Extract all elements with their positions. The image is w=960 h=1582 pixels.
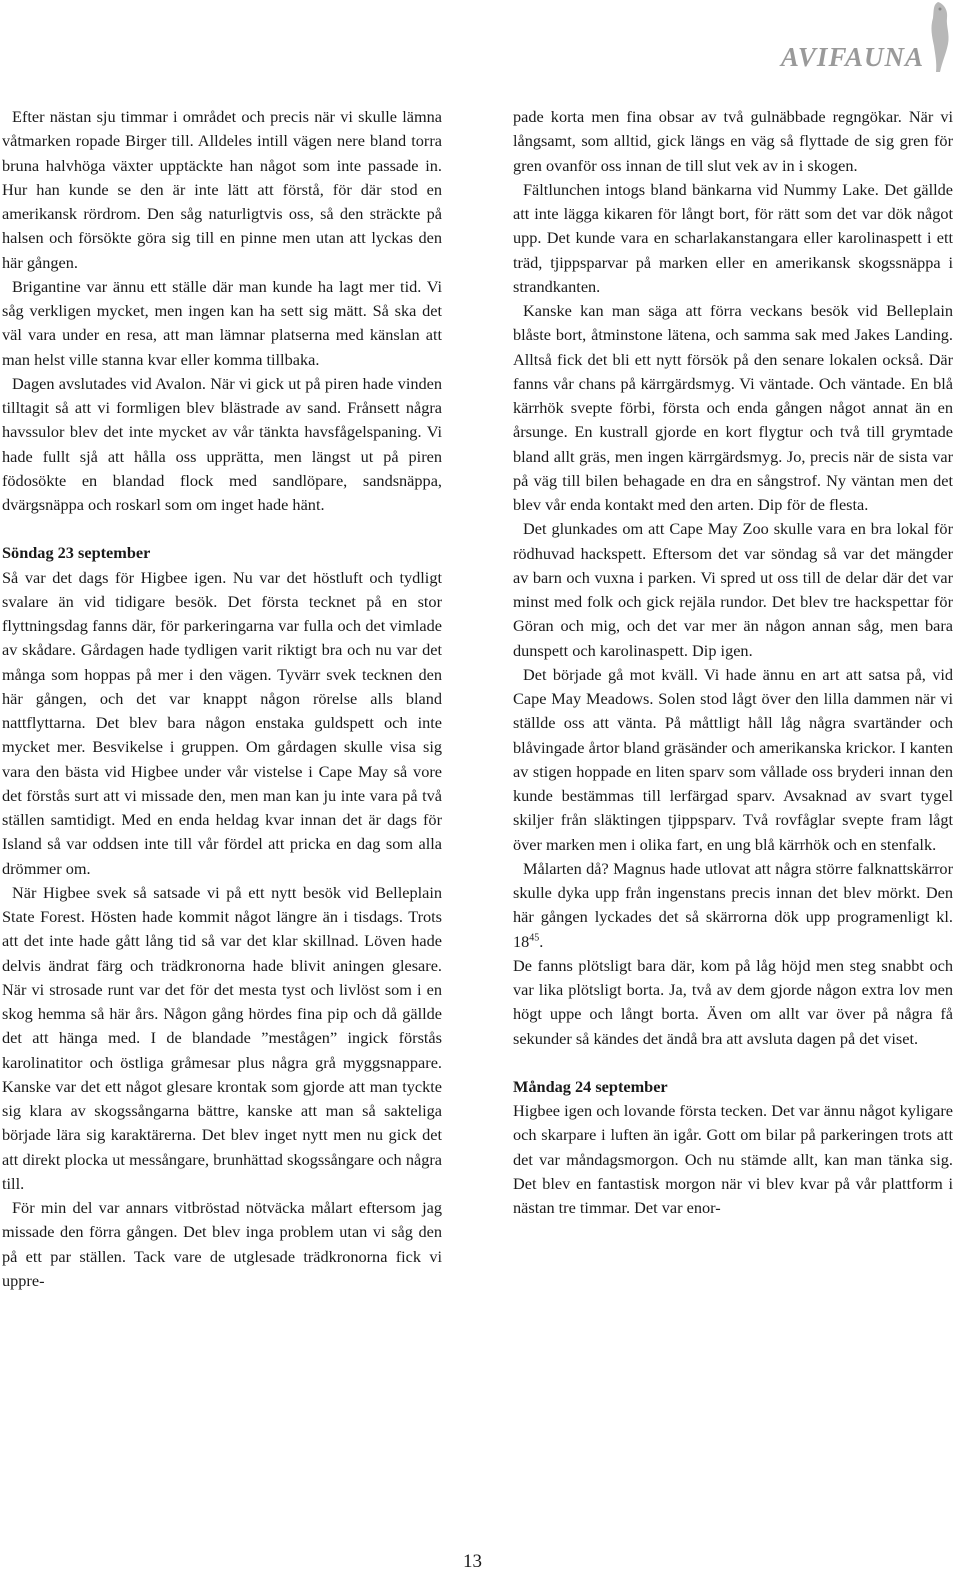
right-column	[513, 105, 953, 1220]
paragraph: pade korta men fina obsar av två gulnäbbade regngökar. När vi långsamt, som alltid, gick längs en väg så flyttade de sig gren för gren ovanför oss innan de till slut vek av in i skogen.	[513, 107, 953, 175]
paragraph: Målarten då? Magnus hade utlovat att några större falknattskärror skulle dyka upp från ingenstans precis innan det blev mörkt. Den här gången lyckades det så skärrorna dök upp programenligt kl. $18^{45}$.	[513, 858, 953, 951]
paragraph: Så var det dags för Higbee igen. Nu var det höstluft och tydligt svalare än vid tidigare besök. Det första tecknet på en stor flyttningsdag fanns där, för parkeringarna var fulla och det vimlade av skådare. Gårdagen hade tydligen varit riktigt bra och nu var det många som hoppas på mer i den vägen. Tyvärr svek tecknen den här gången, och det var knappt någon rörelse alls bland nattflyttarna. Det blev bara någon enstaka guldspett och inte mycket mer. Besvikelse i gruppen. Om gårdagen skulle visa sig vara den bästa vid Higbee under vår vistelse i Cape May så vore det förstås surt att vi missade den, men man kan ju inte vara på två ställen samtidigt. Med en enda heldag kvar innan det är dags för Island så var oddsen inte till vår fördel att pricka en dag som alla drömmer om.	[2, 567, 442, 878]
paragraph: Fältlunchen intogs bland bänkarna vid Nummy Lake. Det gällde att inte lägga kikaren för långt bort, för rätt som det var dök något upp. Det kunde vara en scharlakanstangara eller karolinaspett i ett träd, tjippsparvar på marken eller en amerikansk skogssnäppa i strandkanten.	[513, 179, 953, 296]
time-superscript: 45	[529, 932, 540, 944]
paragraph: Kanske kan man säga att förra veckans besök vid Belleplain blåste bort, åtminstone lätena, och samma sak med Jakes Landing. Alltså fick det bli ett nytt försök på den senare lokalen också. Där fanns vår chans på kärrgärdsmyg. Vi väntade. Och väntade. En blå kärrhök svepte förbi, första och enda gången något annat än en årsunge. En kustrall gjorde en kort flygtur och två till grymtade bland allt gräs, men ingen kärrgärdsmyg. Jo, precis när de sista var på väg till bilen behagade en dra en sångstrof. Ny väntan men det blev vår enda kontakt med den arten. Dip för de flesta.	[513, 301, 953, 514]
page-number: 13	[463, 1551, 482, 1572]
paragraph: Dagen avslutades vid Avalon. När vi gick ut på piren hade vinden tilltagit så att vi formligen blev blästrade av sand. Frånsett några havssulor blev det inte mycket av vår tänkta havsfågelspaning. Vi hade fullt sjå att hålla oss upprätta, men längst ut på piren födosökte en blandad flock med sandlöpare, sandsnäppa, dvärgsnäppa och roskarl som om inget hade hänt.	[2, 373, 442, 514]
paragraph-text: Målarten då? Magnus hade utlovat att några större falknattskärror skulle dyka upp från ingenstans precis innan det blev mörkt. Den här gången lyckades det så skärrorna dök upp programenligt kl. 18	[513, 858, 953, 951]
paragraph: Higbee igen och lovande första tecken. Det var ännu något kyligare och skarpare i luften än igår. Gott om bilar på parkeringen trots att det var måndagsmorgon. Och nu stämde allt, kan man tänka sig. Det blev en fantastisk morgon när vi blev kvar på vår plattform i nästan tre timmar. Det var enor-	[513, 1101, 953, 1217]
paragraph: Brigantine var ännu ett ställe där man kunde ha lagt mer tid. Vi såg verkligen mycket, men ingen kan ha sett sig mätt. Så ska det väl vara under en resa, att man lämnar platserna med känslan att man helst ville stanna kvar eller komma tillbaka.	[2, 276, 442, 369]
paragraph: De fanns plötsligt bara där, kom på låg höjd men steg snabbt och var lika plötsligt borta. Ja, två av dem gjorde någon extra lov men högt uppe och långt borta. Även om allt var över på några få sekunder så kändes det ändå bra att avsluta dagen på det viset.	[513, 955, 953, 1048]
paragraph: Det började gå mot kväll. Vi hade ännu en art att satsa på, vid Cape May Meadows. Solen stod lågt över den lilla dammen när vi ställde oss att vänta. På måttligt håll låg några svartänder och blåvingade årtor bland gräsänder och amerikanska krickor. I kanten av stigen hoppade en liten sparv som vållade oss bryderi innan den kunde bestämmas till lerfärgad sparv. Avsaknad av svart tygel skiljer från släktingen tjippsparv. Två rovfåglar svepte fram lågt över marken men i olika fart, en ung blå kärrhök och en stenfalk.	[513, 664, 953, 854]
bird-logo-icon	[924, 0, 954, 74]
paragraph: Det glunkades om att Cape May Zoo skulle vara en bra lokal för rödhuvad hackspett. Eftersom det var söndag så var det mängder av barn och vuxna i parken. Vi spred ut oss till de delar där det var minst med folk och gick rejäla rundor. Det blev tre hackspettar för Göran och mig, och det var mer än någon annan såg, men bara dunspett och karolinaspett. Dip igen.	[513, 519, 953, 660]
paragraph: När Higbee svek så satsade vi på ett nytt besök vid Belleplain State Forest. Hösten hade kommit något längre än i tisdags. Trots att det inte hade gått lång tid så var det klar skillnad. Löven hade delvis ändrat färg och trädkronorna hade blivit aningen glesare. När vi strosade runt var det för det mesta tyst och livlöst som i en skog hemma så här års. Någon gång hördes fina pip och då gällde det att hänga med. I de blandade ”mestågen” ingick förstås karolinatitor och östliga gråmesar plus några grå myggsnappare. Kanske var det ett något glesare krontak som gjorde att man tyckte sig klara av skogssångarna bättre, kanske att man så sakteliga började lära sig karaktärerna. Det blev inget nytt men nu gick det att direkt plocka ut messångare, brunhättad skogssångare och några till.	[2, 882, 442, 1193]
left-column	[2, 105, 442, 1293]
section-heading: Måndag 24 september	[513, 1076, 668, 1096]
paragraph: Efter nästan sju timmar i området och precis när vi skulle lämna våtmarken ropade Birger till. Alldeles intill vägen nere bland torra bruna halvhöga växter upptäckte han något som inte passade in. Hur han kunde se den är inte lätt att förstå, för där stod en amerikansk rördrom. Den såg naturligtvis oss, så den sträckte på halsen och försökte göra sig till en pinne men utan att lyckas den här gången.	[2, 107, 442, 272]
section-heading: Söndag 23 september	[2, 543, 151, 563]
paragraph: För min del var annars vitbröstad nötväcka målart eftersom jag missade den förra gången. Det blev inga problem utan vi såg den på ett par ställen. Tack vare de utglesade trädkronorna fick vi uppre-	[2, 1198, 442, 1290]
publication-logo: AVIFAUNA	[780, 42, 924, 72]
